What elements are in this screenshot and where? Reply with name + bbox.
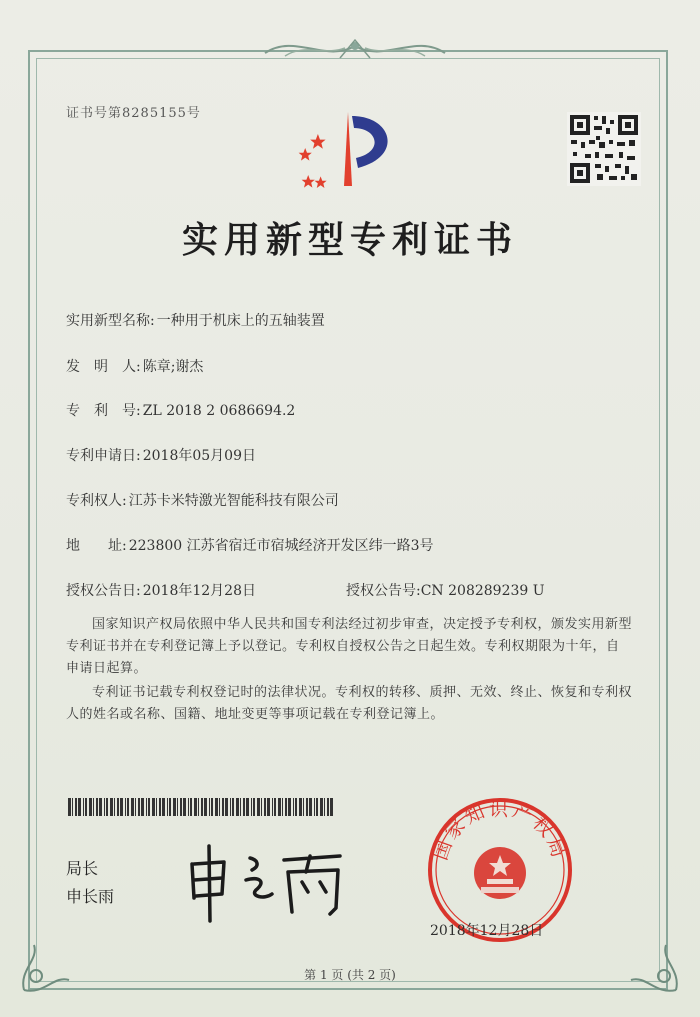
inventor-row (66, 356, 203, 376)
corner-ornament-bottom-right (616, 930, 686, 1000)
handwritten-signature (180, 836, 360, 926)
seal-date: 2018年12月28日 (430, 923, 544, 939)
application-date-label: 专利申请日: (66, 448, 141, 464)
utility-model-name-value: 一种用于机床上的五轴装置 (156, 313, 325, 329)
inventor-value: 陈章;谢杰 (142, 359, 204, 375)
body-paragraph-2: 专利证书记载专利权登记时的法律状况。专利权的转移、质押、无效、终止、恢复和专利权人的姓名或名称、国籍、地址变更等事项记载在专利登记簿上。 (66, 685, 633, 722)
seal-text: 国家知识产权局 (429, 798, 571, 864)
grant-number-label: 授权公告号: (346, 583, 421, 599)
patentee-value: 江苏卡米特激光智能科技有限公司 (128, 493, 339, 509)
top-ornament (255, 28, 455, 68)
director-name: 申长雨 (66, 887, 115, 906)
patent-number-value: ZL 2018 2 0686694.2 (142, 403, 296, 419)
national-emblem-icon (474, 847, 526, 899)
cnipa-logo-icon (292, 106, 412, 196)
inventor-label: 发 明 人: (66, 359, 141, 375)
patentee-row (66, 490, 339, 510)
address-label: 地 址: (66, 538, 127, 554)
grant-date-label: 授权公告日: (66, 583, 141, 599)
patentee-label: 专利权人: (66, 493, 127, 509)
patent-number-label: 专 利 号: (66, 403, 141, 419)
address-value: 223800 江苏省宿迁市宿城经济开发区纬一路3号 (128, 538, 434, 554)
address-row (66, 535, 434, 555)
director-title: 局长 (66, 859, 99, 878)
utility-model-name-label: 实用新型名称: (66, 313, 155, 329)
body-paragraph-1: 国家知识产权局依照中华人民共和国专利法经过初步审查，决定授予专利权，颁发实用新型专利证书并在专利登记簿上予以登记。专利权自授权公告之日起生效。专利权期限为十年，自申请日起算。 (66, 617, 633, 676)
application-date-value: 2018年05月09日 (142, 448, 256, 464)
patent-number-row (66, 400, 295, 420)
grant-date-row (66, 580, 256, 600)
qr-code-icon (567, 112, 641, 186)
application-date-row (66, 445, 256, 465)
utility-model-name-row (66, 310, 325, 330)
certificate-title: 实用新型专利证书 (181, 219, 518, 261)
corner-ornament-bottom-left (14, 930, 84, 1000)
certificate-number: 证书号第8285155号 (66, 106, 201, 121)
grant-number-value: CN 208289239 U (420, 583, 545, 599)
grant-number-row (346, 580, 545, 600)
page-number: 第 1 页 (共 2 页) (304, 968, 396, 982)
barcode-icon (68, 798, 334, 816)
grant-date-value: 2018年12月28日 (142, 583, 256, 599)
